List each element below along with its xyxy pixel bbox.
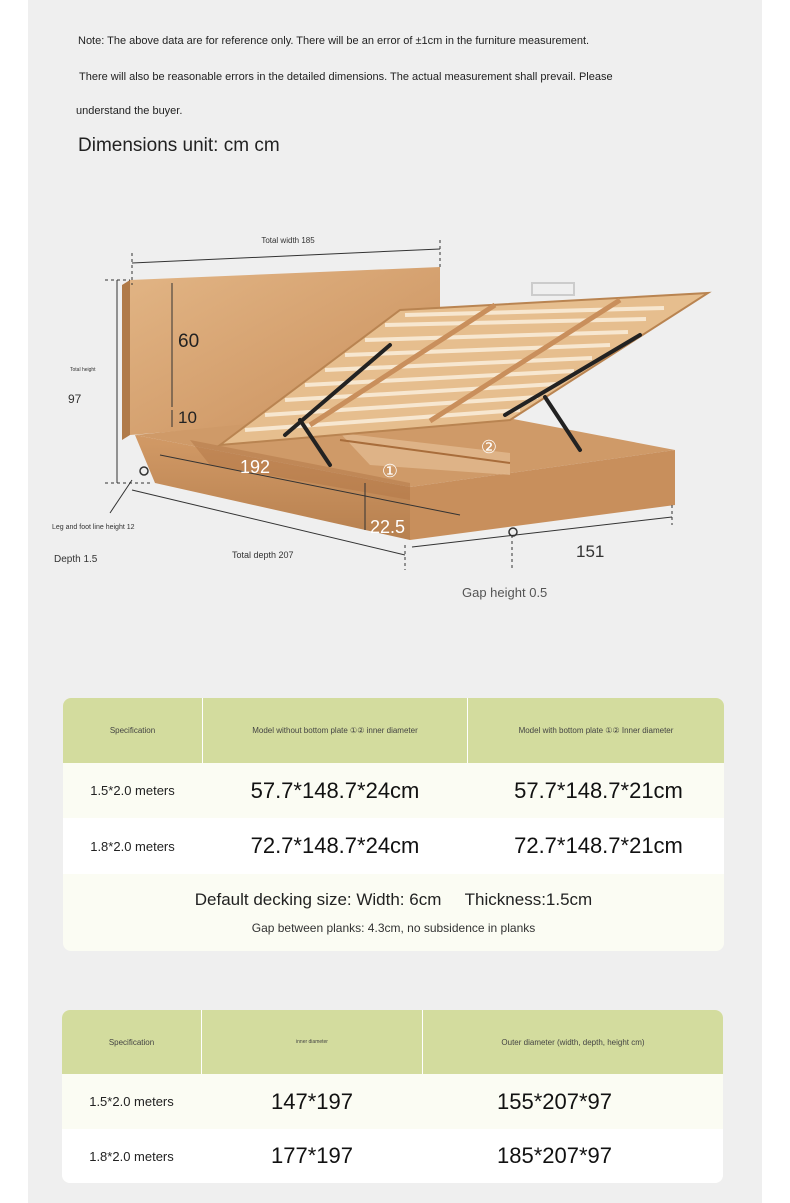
row-spec: 1.5*2.0 meters (90, 783, 175, 798)
table1-header-without: Model without bottom plate ①② inner diameter (252, 726, 418, 735)
table2-header-outer: Outer diameter (width, depth, height cm) (501, 1037, 645, 1047)
table-row (63, 818, 724, 874)
label-total-height: Total height (70, 367, 96, 373)
label-length-192: 192 (240, 457, 271, 477)
table2-divider (422, 1010, 423, 1074)
label-depth: Depth 1.5 (54, 554, 98, 565)
table2-divider (201, 1010, 202, 1074)
table1-divider (202, 698, 203, 763)
row-without-value: 57.7*148.7*24cm (250, 777, 420, 803)
label-gap-height: Gap height 0.5 (462, 585, 548, 600)
label-headboard-60: 60 (178, 331, 200, 352)
table1-header (63, 698, 724, 763)
table2-header (62, 1010, 723, 1074)
table-row (62, 1129, 723, 1183)
bed-dimension-diagram (40, 225, 740, 615)
table1-header-with: Model with bottom plate ①② Inner diameter (518, 726, 674, 735)
note-line-1: Note: The above data are for reference only. There will be an error of ±1cm in the furniture measurement. (78, 35, 590, 47)
table1-divider (467, 698, 468, 763)
label-inner-height: 22.5 (370, 517, 406, 537)
label-width-151: 151 (576, 542, 605, 561)
label-compartment-2: ② (480, 437, 498, 457)
label-leg-height: Leg and foot line height 12 (52, 524, 135, 531)
table-row (62, 1074, 723, 1129)
decking-size-text: Default decking size: Width: 6cm Thickness:1.5cm (194, 890, 593, 909)
row-outer-value: 185*207*97 (496, 1143, 612, 1168)
outer-diameter-table (62, 1010, 723, 1183)
table-row (63, 763, 724, 818)
label-compartment-1: ① (381, 461, 399, 481)
inner-diameter-table (63, 698, 724, 951)
plank-gap-text: Gap between planks: 4.3cm, no subsidence in planks (251, 921, 536, 935)
table2-header-spec: Specification (108, 1037, 155, 1047)
row-with-value: 72.7*148.7*21cm (514, 833, 683, 858)
row-outer-value: 155*207*97 (496, 1088, 612, 1114)
row-inner-value: 177*197 (271, 1143, 353, 1168)
label-gap-10: 10 (178, 408, 197, 427)
row-spec: 1.8*2.0 meters (90, 838, 175, 854)
table1-header-spec: Specification (109, 726, 156, 735)
row-with-value: 57.7*148.7*21cm (514, 777, 683, 803)
row-without-value: 72.7*148.7*24cm (250, 833, 420, 858)
row-inner-value: 147*197 (271, 1088, 353, 1114)
label-total-depth: Total depth 207 (232, 550, 294, 560)
table2-header-inner: inner diameter (296, 1039, 328, 1045)
label-total-height-97: 97 (68, 392, 82, 406)
row-spec: 1.8*2.0 meters (89, 1148, 174, 1164)
row-spec: 1.5*2.0 meters (89, 1094, 174, 1109)
label-total-width: Total width 185 (261, 236, 315, 245)
dimensions-title: Dimensions unit: cm cm (78, 135, 280, 156)
note-line-3: understand the buyer. (76, 105, 183, 117)
note-line-2: There will also be reasonable errors in the detailed dimensions. The actual measurement shall prevail. Please (79, 71, 613, 83)
